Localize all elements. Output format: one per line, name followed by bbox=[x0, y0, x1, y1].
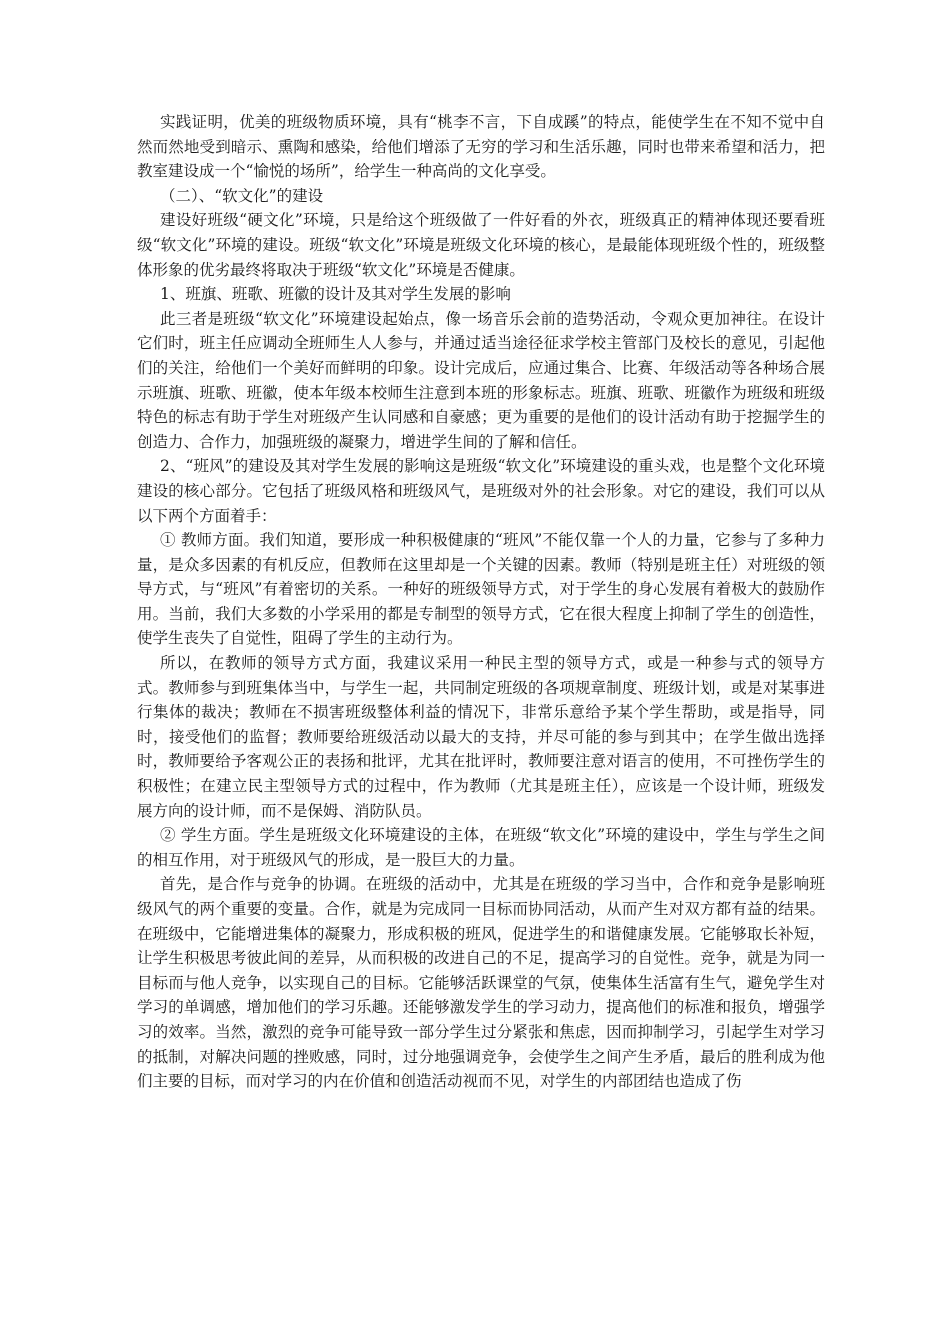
section-heading-soft-culture: （二）、“软文化”的建设 bbox=[160, 186, 324, 205]
paragraph-environment-proof: 实践证明，优美的班级物质环境，具有“桃李不言，下自成蹊”的特点，能使学生在不知不觉中自然而然地受到暗示、熏陶和感染，给他们增添了无穷的学习和生活乐趣，同时也带来希望和活力，把教室建设成一个“愉悦的场所”，给学生一种高尚的文化享受。 bbox=[137, 113, 825, 181]
subheading-flag-song-emblem: 1、班旗、班歌、班徽的设计及其对学生发展的影响 bbox=[160, 285, 511, 304]
paragraph-teacher-aspect: ① 教师方面。我们知道，要形成一种积极健康的“班风”不能仅靠一个人的力量，它参与了多种力量，是众多因素的有机反应，但教师在这里却是一个关键的因素。教师（特别是班主任）对班级的领导方式，与“班风”有着密切的关系。一种好的班级领导方式，对于学生的身心发展有着极大的鼓励作用。当前，我们大多数的小学采用的都是专制型的领导方式，它在很大程度上抑制了学生的创造性，使学生丧失了自觉性，阻碍了学生的主动行为。 bbox=[137, 531, 825, 648]
paragraph-class-style: 2、“班风”的建设及其对学生发展的影响这是班级“软文化”环境建设的重头戏，也是整个文化环境建设的核心部分。它包括了班级风格和班级风气，是班级对外的社会形象。对它的建设，我们可以从以下两个方面着手： bbox=[137, 457, 825, 525]
paragraph-soft-culture-intro: 建设好班级“硬文化”环境，只是给这个班级做了一件好看的外衣，班级真正的精神体现还要看班级“软文化”环境的建设。班级“软文化”环境是班级文化环境的核心，是最能体现班级个性的，班级整体形象的优劣最终将取决于班级“软文化”环境是否健康。 bbox=[137, 211, 825, 279]
paragraph-flag-song-emblem: 此三者是班级“软文化”环境建设起始点，像一场音乐会前的造势活动，令观众更加神往。在设计它们时，班主任应调动全班师生人人参与，并通过适当途径征求学校主管部门及校长的意见，引起他们的关注，给他们一个美好而鲜明的印象。设计完成后，应通过集合、比赛、年级活动等各种场合展示班旗、班歌、班徽，使本年级本校师生注意到本班的形象标志。班旗、班歌、班徽作为班级和班级特色的标志有助于学生对班级产生认同感和自豪感；更为重要的是他们的设计活动有助于挖掘学生的创造力、合作力，加强班级的凝聚力，增进学生间的了解和信任。 bbox=[137, 309, 825, 451]
document-body bbox=[137, 110, 825, 1094]
paragraph-cooperation-competition: 首先，是合作与竞争的协调。在班级的活动中，尤其是在班级的学习当中，合作和竞争是影响班级风气的两个重要的变量。合作，就是为完成同一目标而协同活动，从而产生对双方都有益的结果。在班级中，它能增进集体的凝聚力，形成积极的班风，促进学生的和谐健康发展。它能够取长补短，让学生积极思考彼此间的差异，从而积极的改进自己的不足，提高学习的自觉性。竞争，就是为同一目标而与他人竞争，以实现自己的目标。它能够活跃课堂的气氛，使集体生活富有生气，避免学生对学习的单调感，增加他们的学习乐趣。还能够激发学生的学习动力，提高他们的标准和报负，增强学习的效率。当然，激烈的竞争可能导致一部分学生过分紧张和焦虑，因而抑制学习，引起学生对学习的抵制，对解决问题的挫败感，同时，过分地强调竞争，会使学生之间产生矛盾，最后的胜利成为他们主要的目标，而对学习的内在价值和创造活动视而不见，对学生的内部团结也造成了伤 bbox=[137, 875, 825, 1091]
paragraph-democratic-leadership: 所以，在教师的领导方式方面，我建议采用一种民主型的领导方式，或是一种参与式的领导方式。教师参与到班集体当中，与学生一起，共同制定班级的各项规章制度、班级计划，或是对某事进行集体的裁决；教师在不损害班级整体利益的情况下，非常乐意给予某个学生帮助，或是指导，同时，接受他们的监督；教师要给班级活动以最大的支持，并尽可能的参与到其中；在学生做出选择时，教师要给予客观公正的表扬和批评，尤其在批评时，教师要注意对语言的使用，不可挫伤学生的积极性；在建立民主型领导方式的过程中，作为教师（尤其是班主任），应该是一个设计师，班级发展方向的设计师，而不是保姆、消防队员。 bbox=[137, 654, 825, 820]
paragraph-student-aspect: ② 学生方面。学生是班级文化环境建设的主体，在班级“软文化”环境的建设中，学生与学生之间的相互作用，对于班级风气的形成，是一股巨大的力量。 bbox=[137, 826, 825, 869]
